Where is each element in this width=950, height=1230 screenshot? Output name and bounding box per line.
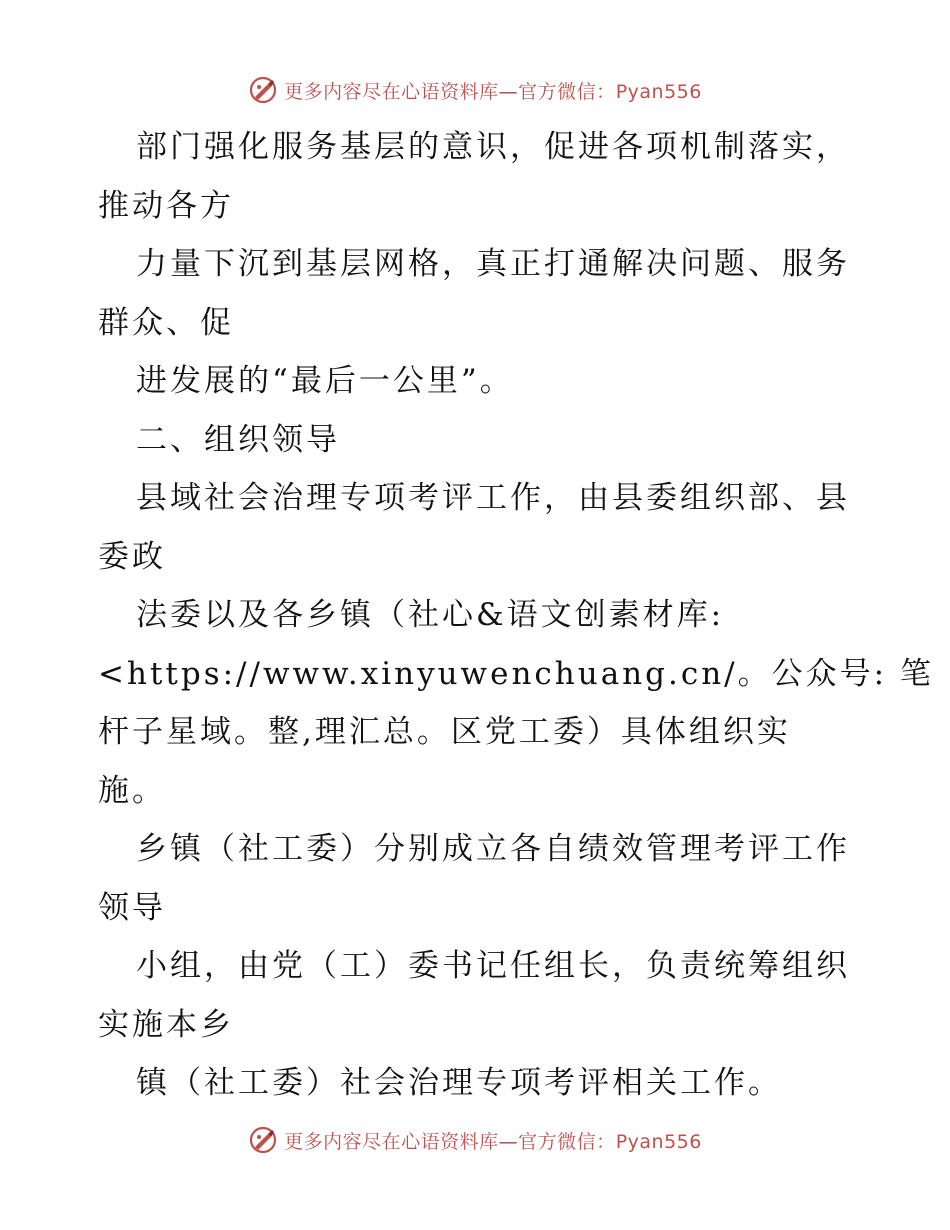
text-line: 实施本乡 <box>98 1006 234 1043</box>
section-heading: 二、组织领导 <box>136 421 340 458</box>
text-line: 镇（社工委）社会治理专项考评相关工作。 <box>136 1065 782 1101</box>
text-line: 力量下沉到基层网格，真正打通解决问题、服务 <box>136 246 850 282</box>
banner-text <box>284 77 702 104</box>
text-line: 群众、促 <box>98 304 234 341</box>
banner-brand: 更多内容尽在心语资料库 <box>284 80 499 103</box>
footer-banner <box>0 1120 950 1160</box>
text-line: 小组，由党（工）委书记任组长，负责统筹组织 <box>136 948 850 984</box>
banner-contact: 官方微信： <box>518 80 616 103</box>
text-line: 委政 <box>98 538 166 575</box>
text-line: 进发展的“最后一公里”。 <box>136 363 514 399</box>
text-line: 乡镇（社工委）分别成立各自绩效管理考评工作 <box>136 831 850 867</box>
text-line: 领导 <box>98 889 166 926</box>
banner-contact: 官方微信： <box>518 1130 616 1153</box>
banner-text <box>284 1127 702 1154</box>
banner-dash: — <box>498 1130 519 1153</box>
text-line: 推动各方 <box>98 187 234 224</box>
document-body <box>98 118 934 1113</box>
banner-handle: Pyan556 <box>615 80 702 103</box>
text-line: 县域社会治理专项考评工作，由县委组织部、县 <box>136 480 850 516</box>
banner-handle: Pyan556 <box>615 1130 702 1153</box>
text-line-url: <https://www.xinyuwenchuang.cn/。公众号: 笔 <box>98 655 934 692</box>
text-line: 施。 <box>98 772 166 809</box>
banner-brand: 更多内容尽在心语资料库 <box>284 1130 499 1153</box>
pen-quill-logo-icon <box>248 75 278 105</box>
header-banner <box>0 70 950 110</box>
text-line: 杆子星域。整,理汇总。区党工委）具体组织实 <box>98 714 791 750</box>
pen-quill-logo-icon <box>248 1125 278 1155</box>
text-line: 部门强化服务基层的意识，促进各项机制落实， <box>136 129 850 165</box>
banner-dash: — <box>498 80 519 103</box>
text-line: 法委以及各乡镇（社心&语文创素材库: <box>136 597 725 633</box>
